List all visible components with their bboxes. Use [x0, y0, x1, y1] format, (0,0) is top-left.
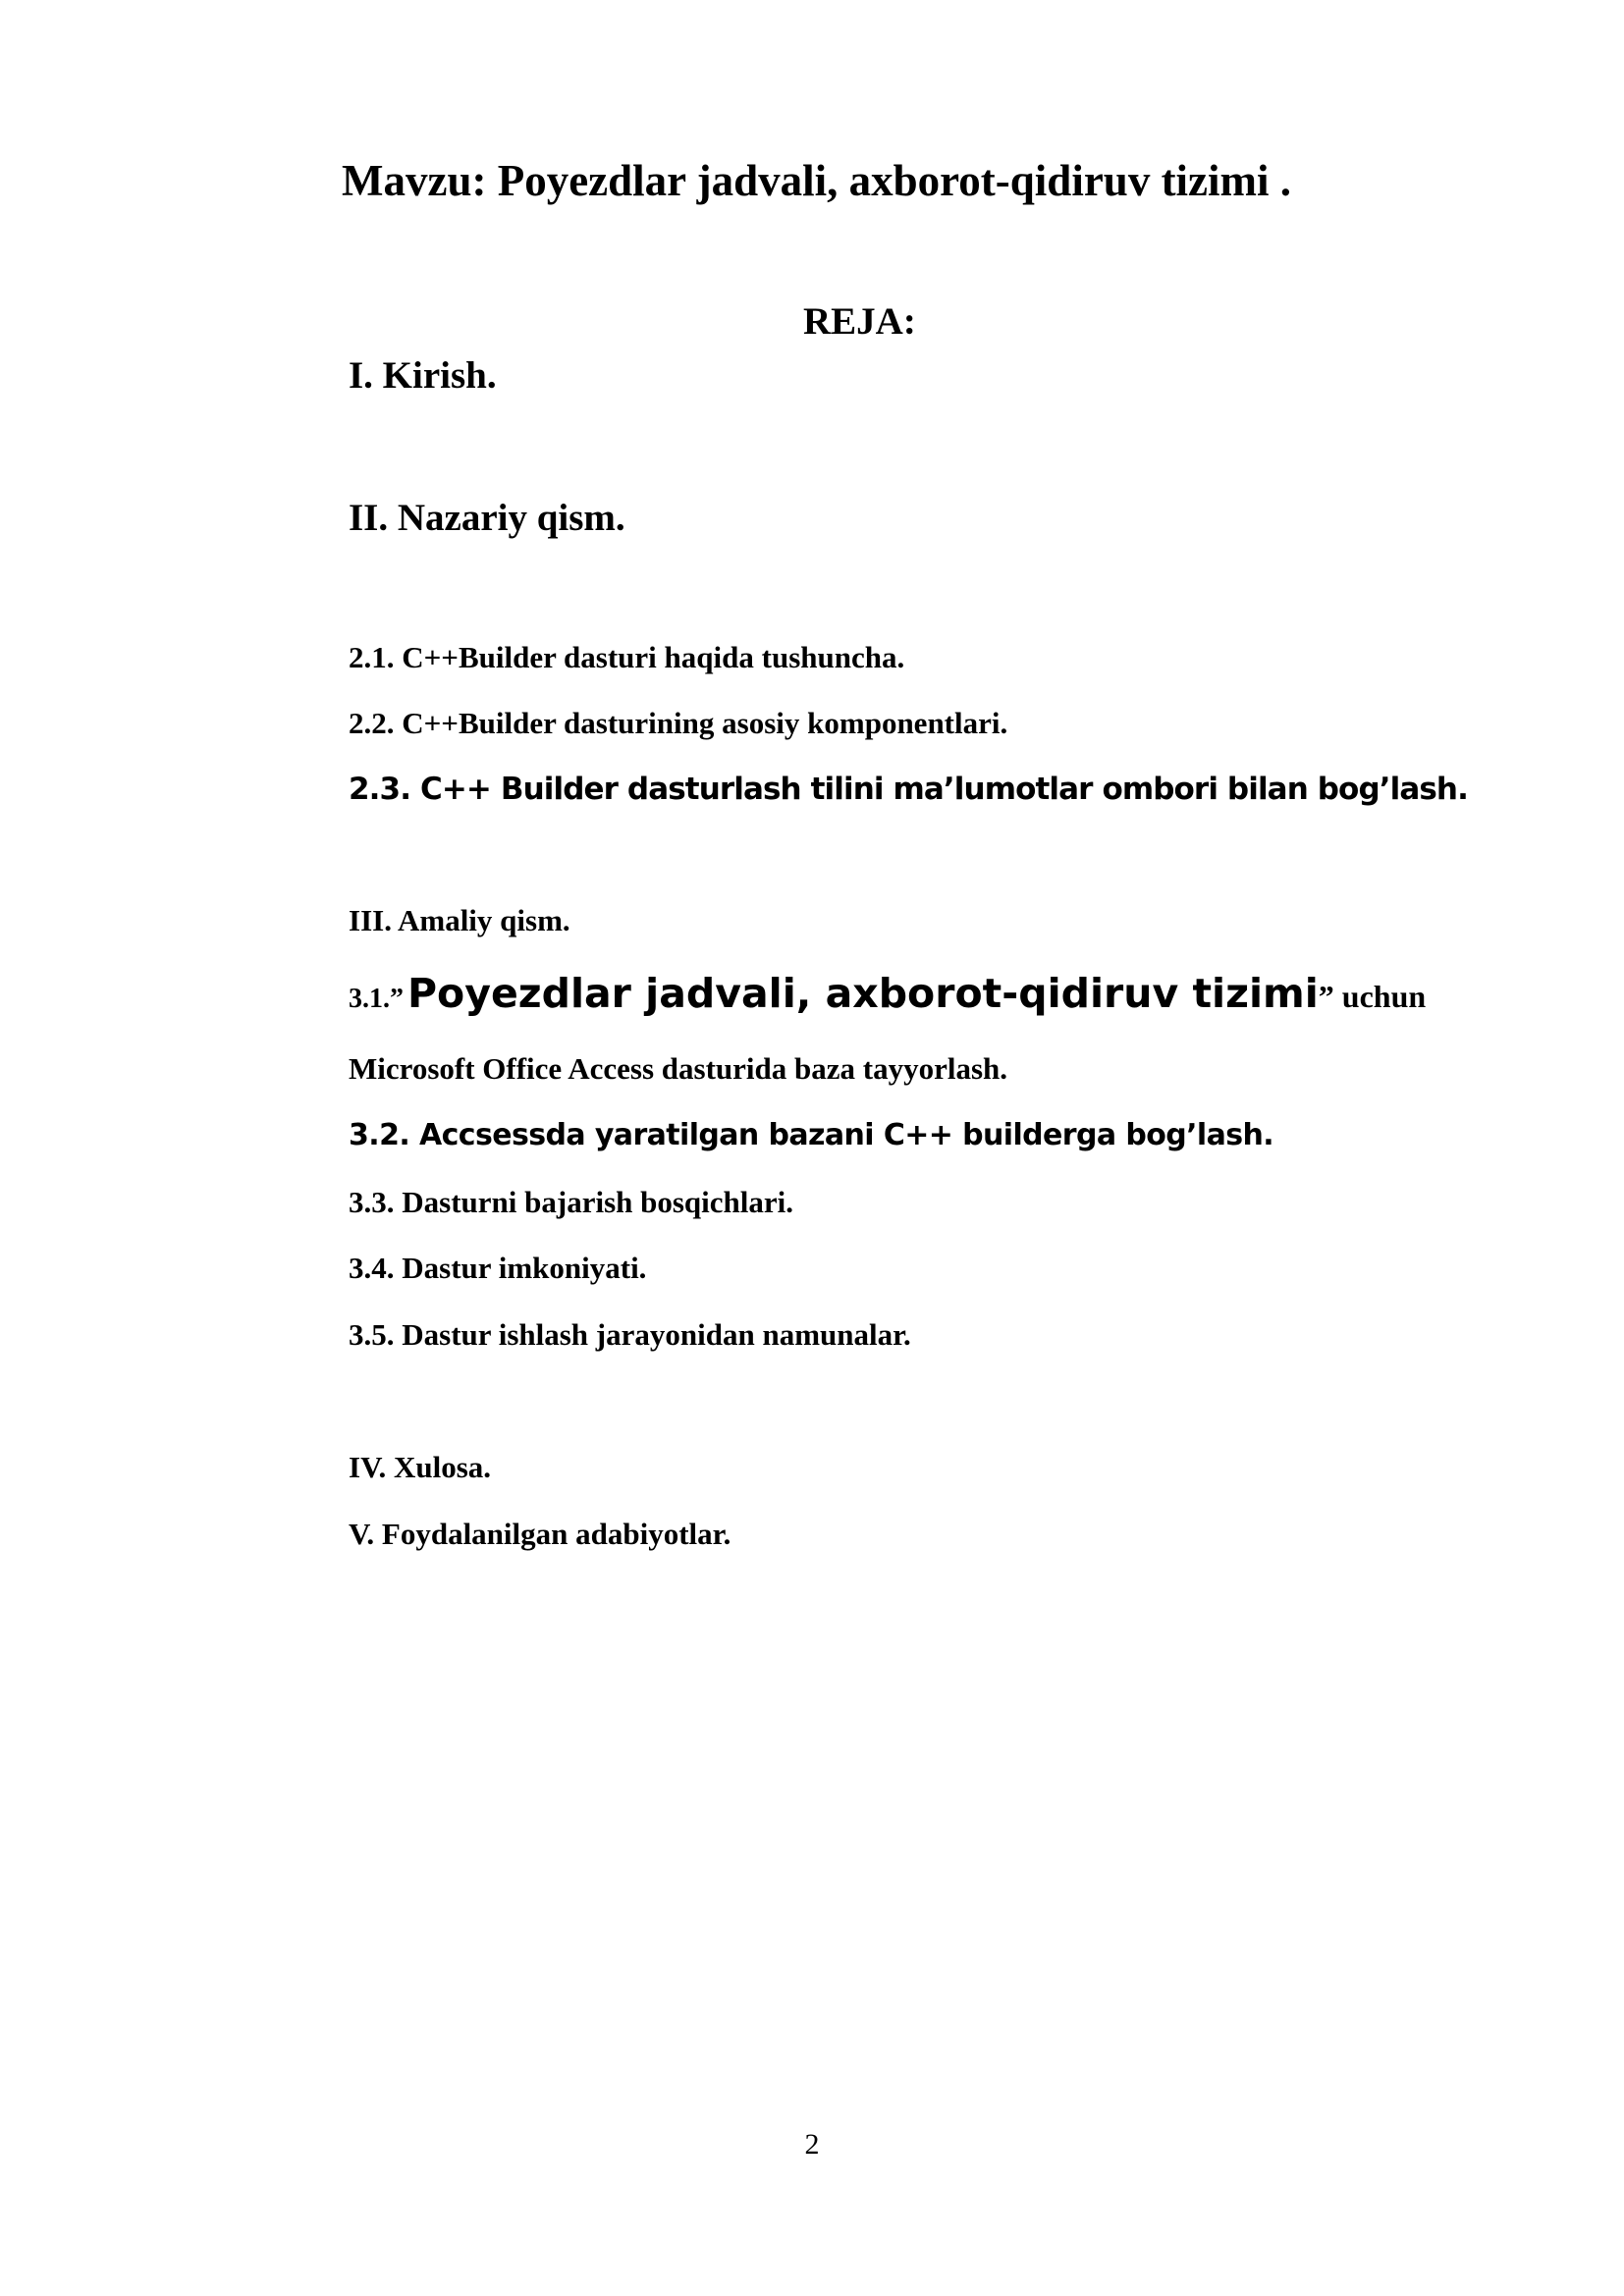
practice-item-2: 3.2. Accsessda yaratilgan bazani C++ builderga bog’lash.	[349, 1118, 1274, 1152]
section-practice: III. Amaliy qism.	[349, 903, 570, 937]
section-references: V. Foydalanilgan adabiyotlar.	[349, 1517, 731, 1551]
section-intro: I. Kirish.	[349, 354, 497, 397]
section-conclusion: IV. Xulosa.	[349, 1450, 492, 1484]
practice-item-1-continuation: Microsoft Office Access dasturida baza tayyorlash.	[349, 1051, 1007, 1086]
theory-item-2: 2.2. C++Builder dasturining asosiy komponentlari.	[349, 706, 1008, 740]
practice-item-3: 3.3. Dasturni bajarish bosqichlari.	[349, 1185, 794, 1219]
section-theory: II. Nazariy qism.	[349, 497, 625, 539]
practice-item-1	[349, 970, 1426, 1017]
plan-heading: REJA:	[803, 300, 916, 343]
practice-item-5: 3.5. Dastur ishlash jarayonidan namunalar.	[349, 1317, 911, 1352]
practice-item-1-tail: ” uchun	[1318, 979, 1427, 1014]
theory-item-1: 2.1. C++Builder dasturi haqida tushuncha.	[349, 640, 905, 674]
theory-item-3: 2.3. C++ Builder dasturlash tilini ma’lumotlar ombori bilan bog’lash.	[349, 772, 1468, 807]
practice-item-1-lead: 3.1.”	[349, 984, 404, 1014]
practice-item-4: 3.4. Dastur imkoniyati.	[349, 1251, 647, 1285]
practice-item-1-emphasis: Poyezdlar jadvali, axborot-qidiruv tizimi	[407, 970, 1319, 1017]
document-title: Mavzu: Poyezdlar jadvali, axborot-qidiruv tizimi .	[342, 156, 1292, 205]
page-number: 2	[804, 2128, 820, 2161]
